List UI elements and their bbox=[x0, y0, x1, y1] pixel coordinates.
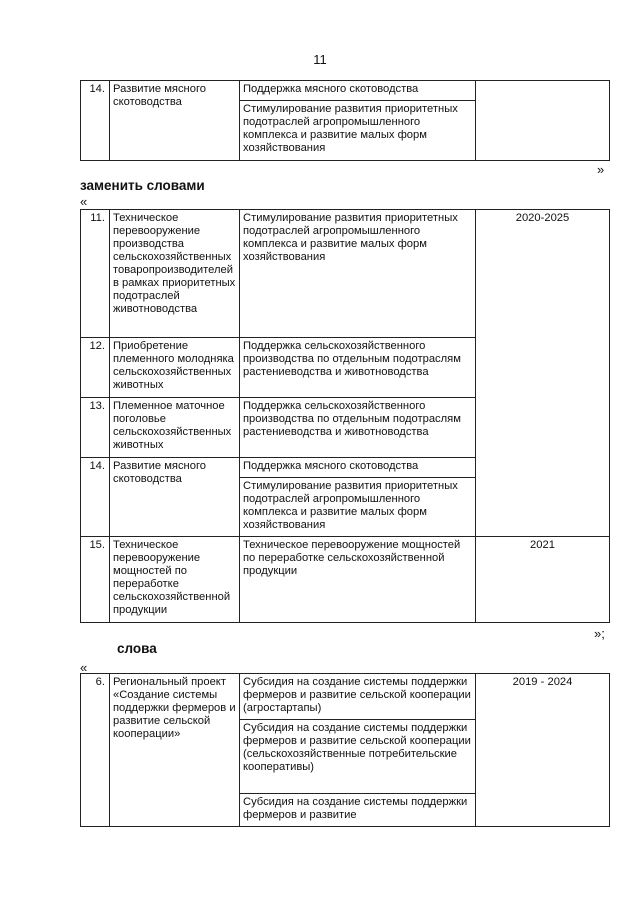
page-number: 11 bbox=[313, 52, 327, 67]
row-measure: Субсидия на создание системы поддержки фермеров и развитие bbox=[240, 794, 476, 827]
row-measure: Техническое перевооружение мощностей по переработке сельскохозяйственной продукции bbox=[240, 537, 476, 623]
row-number: 15. bbox=[81, 537, 110, 623]
row-period: 2020-2025 bbox=[476, 210, 610, 537]
table-words bbox=[80, 673, 610, 827]
row-measure: Поддержка мясного скотоводства bbox=[240, 81, 476, 101]
row-number: 12. bbox=[81, 338, 110, 398]
row-measure: Субсидия на создание системы поддержки фермеров и развитие сельской кооперации (сельскохозяйственные потребительские кооперативы) bbox=[240, 720, 476, 794]
row-measure: Поддержка мясного скотоводства bbox=[240, 458, 476, 478]
row-name: Развитие мясного скотоводства bbox=[110, 81, 240, 161]
row-name: Техническое перевооружение мощностей по переработке сельскохозяйственной продукции bbox=[110, 537, 240, 623]
row-name: Развитие мясного скотоводства bbox=[110, 458, 240, 537]
replace-heading: заменить словами bbox=[80, 178, 205, 193]
row-period bbox=[476, 81, 610, 161]
row-measure: Поддержка сельскохозяйственного производства по отдельным подотраслям растениеводства и животноводства bbox=[240, 398, 476, 458]
open-quote: « bbox=[80, 660, 88, 675]
row-measure: Стимулирование развития приоритетных подотраслей агропромышленного комплекса и развитие малых форм хозяйствования bbox=[240, 478, 476, 537]
row-number: 11. bbox=[81, 210, 110, 338]
close-quote: »; bbox=[594, 626, 605, 641]
words-heading: слова bbox=[117, 641, 157, 656]
table-replacement bbox=[80, 209, 610, 623]
close-quote: » bbox=[597, 162, 605, 177]
row-name: Техническое перевооружение производства сельскохозяйственных товаропроизводителей в рамках приоритетных подотраслей животноводства bbox=[110, 210, 240, 338]
row-name: Региональный проект «Создание системы поддержки фермеров и развитие сельской кооперации» bbox=[110, 674, 240, 827]
row-name: Приобретение племенного молодняка сельскохозяйственных животных bbox=[110, 338, 240, 398]
open-quote: « bbox=[80, 194, 88, 209]
row-measure: Стимулирование развития приоритетных подотраслей агропромышленного комплекса и развитие малых форм хозяйствования bbox=[240, 210, 476, 338]
row-period: 2019 - 2024 bbox=[476, 674, 610, 827]
row-number: 13. bbox=[81, 398, 110, 458]
table-original-row-14 bbox=[80, 80, 610, 161]
row-number: 14. bbox=[81, 458, 110, 537]
row-measure: Стимулирование развития приоритетных подотраслей агропромышленного комплекса и развитие малых форм хозяйствования bbox=[240, 101, 476, 161]
row-period: 2021 bbox=[476, 537, 610, 623]
row-name: Племенное маточное поголовье сельскохозяйственных животных bbox=[110, 398, 240, 458]
row-number: 6. bbox=[81, 674, 110, 827]
row-measure: Поддержка сельскохозяйственного производства по отдельным подотраслям растениеводства и животноводства bbox=[240, 338, 476, 398]
row-measure: Субсидия на создание системы поддержки фермеров и развитие сельской кооперации (агростартапы) bbox=[240, 674, 476, 720]
row-number: 14. bbox=[81, 81, 110, 161]
